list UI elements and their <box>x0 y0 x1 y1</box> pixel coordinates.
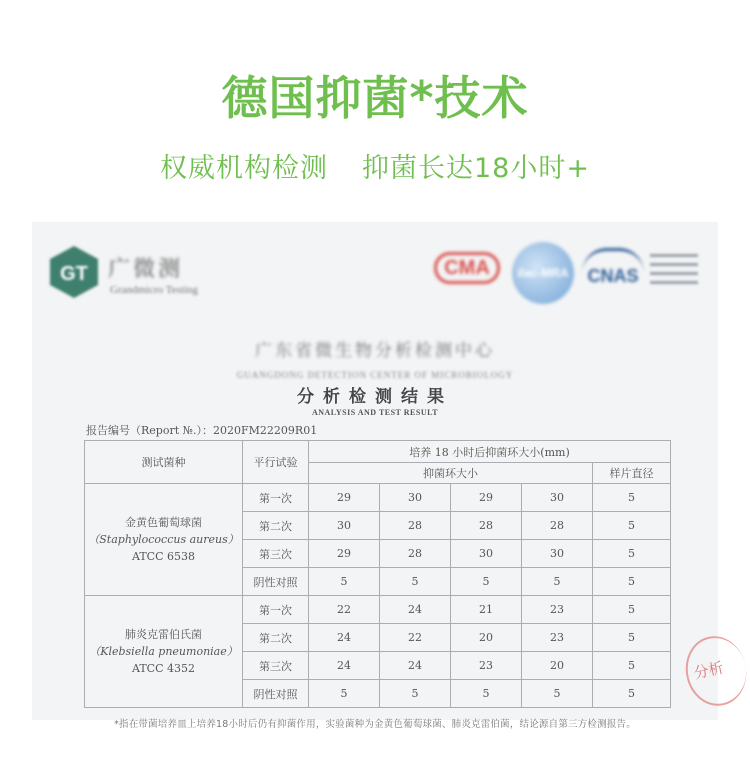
value-cell: 28 <box>380 512 451 540</box>
value-cell: 30 <box>380 484 451 512</box>
value-cell: 5 <box>451 568 522 596</box>
trial-label: 第一次 <box>243 484 309 512</box>
headline: 德国抑菌*技术 <box>221 71 529 125</box>
report-title-en: ANALYSIS AND TEST RESULT <box>311 408 439 417</box>
value-cell: 30 <box>451 540 522 568</box>
strain-atcc: ATCC 6538 <box>131 550 195 563</box>
value-cell: 5 <box>380 568 451 596</box>
diameter-cell: 5 <box>593 568 671 596</box>
header-trial: 平行试验 <box>243 441 309 484</box>
diameter-cell: 5 <box>593 680 671 708</box>
value-cell: 5 <box>522 680 593 708</box>
value-cell: 30 <box>522 540 593 568</box>
value-cell: 5 <box>522 568 593 596</box>
value-cell: 24 <box>380 596 451 624</box>
header-ring-size: 抑菌环大小 <box>309 463 593 484</box>
value-cell: 22 <box>309 596 380 624</box>
cnas-text-lines <box>650 254 698 290</box>
value-cell: 24 <box>309 652 380 680</box>
strain-name-cn: 肺炎克雷伯氏菌 <box>125 628 202 641</box>
svg-text:GT: GT <box>60 263 88 285</box>
header-group: 培养 18 小时后抑菌环大小(mm) <box>309 441 671 463</box>
trial-label: 第三次 <box>243 652 309 680</box>
diameter-cell: 5 <box>593 512 671 540</box>
diameter-cell: 5 <box>593 624 671 652</box>
trial-label: 第二次 <box>243 512 309 540</box>
strain-atcc: ATCC 4352 <box>131 662 195 675</box>
value-cell: 5 <box>309 680 380 708</box>
trial-label: 阴性对照 <box>243 680 309 708</box>
value-cell: 5 <box>380 680 451 708</box>
value-cell: 23 <box>522 596 593 624</box>
value-cell: 24 <box>309 624 380 652</box>
header-strain: 测试菌种 <box>85 441 243 484</box>
strain-cell <box>85 596 243 708</box>
cnas-cert-icon: CNAS <box>582 248 644 298</box>
table-row <box>85 596 671 624</box>
brand-name: 广微测 <box>108 257 184 282</box>
diameter-cell: 5 <box>593 484 671 512</box>
official-stamp: 分析 <box>679 631 750 712</box>
value-cell: 30 <box>522 484 593 512</box>
trial-label: 第三次 <box>243 540 309 568</box>
strain-name-latin: （Klebsiella pneumoniae） <box>89 645 238 658</box>
report-number: 报告编号（Report №.）：2020FM22209R01 <box>86 424 318 437</box>
report-title: 分析检测结果 <box>297 387 453 407</box>
strain-name-cn: 金黄色葡萄球菌 <box>125 516 202 529</box>
cma-cert-icon: CMA <box>434 244 500 300</box>
diameter-cell: 5 <box>593 596 671 624</box>
value-cell: 28 <box>451 512 522 540</box>
value-cell: 28 <box>522 512 593 540</box>
strain-cell <box>85 484 243 596</box>
value-cell: 29 <box>309 484 380 512</box>
subline-left: 权威机构检测 <box>160 153 328 184</box>
value-cell: 24 <box>380 652 451 680</box>
value-cell: 20 <box>451 624 522 652</box>
ilac-mra-cert-icon: ilac-MRA <box>512 242 574 304</box>
value-cell: 23 <box>451 652 522 680</box>
table-row <box>85 484 671 512</box>
footnote: *指在带菌培养皿上培养18小时后仍有抑菌作用，实验菌种为金黄色葡萄球菌、肺炎克雷伯菌，结论源自第三方检测报告。 <box>114 719 636 730</box>
results-table <box>84 440 671 708</box>
value-cell: 30 <box>309 512 380 540</box>
diameter-cell: 5 <box>593 540 671 568</box>
value-cell: 5 <box>309 568 380 596</box>
center-name-en: GUANGDONG DETECTION CENTER OF MICROBIOLOGY <box>236 370 514 380</box>
value-cell: 5 <box>451 680 522 708</box>
brand-subtitle: Grandmicro Testing <box>110 284 198 296</box>
value-cell: 23 <box>522 624 593 652</box>
brand-logo-icon <box>48 244 100 300</box>
value-cell: 29 <box>309 540 380 568</box>
value-cell: 29 <box>451 484 522 512</box>
trial-label: 第二次 <box>243 624 309 652</box>
value-cell: 28 <box>380 540 451 568</box>
value-cell: 22 <box>380 624 451 652</box>
header-sample-diameter: 样片直径 <box>593 463 671 484</box>
value-cell: 20 <box>522 652 593 680</box>
trial-label: 第一次 <box>243 596 309 624</box>
subline-right: 抑菌长达18小时+ <box>362 153 590 184</box>
test-report-document <box>32 222 726 720</box>
subline <box>0 146 750 185</box>
trial-label: 阴性对照 <box>243 568 309 596</box>
strain-name-latin: （Staphylococcus aureus） <box>88 533 239 546</box>
center-name: 广东省微生物分析检测中心 <box>255 341 495 361</box>
diameter-cell: 5 <box>593 652 671 680</box>
value-cell: 21 <box>451 596 522 624</box>
